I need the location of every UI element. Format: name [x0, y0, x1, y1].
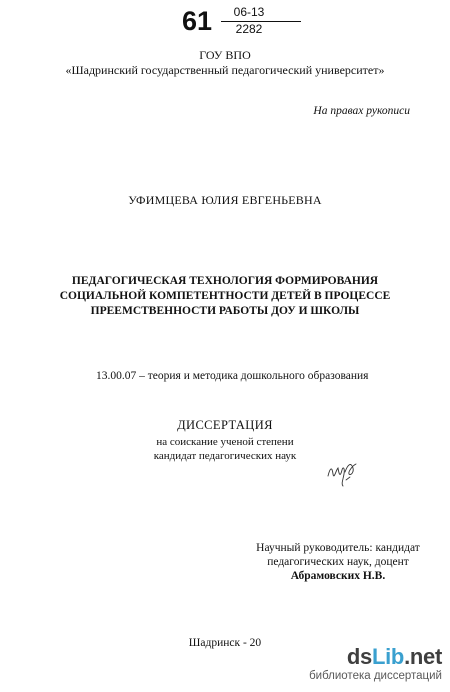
watermark[interactable]: [282, 645, 442, 683]
title-line: СОЦИАЛЬНОЙ КОМПЕТЕНТНОСТИ ДЕТЕЙ В ПРОЦЕССЕ: [59, 290, 391, 302]
organization-name: «Шадринский государственный педагогический университет»: [65, 63, 385, 77]
degree-line-1: на соискание ученой степени: [156, 436, 294, 448]
watermark-subtitle: библиотека диссертаций: [309, 670, 442, 682]
stamp-bottom-code: 2282: [235, 22, 263, 36]
logo-ds: ds: [346, 644, 372, 669]
city-year: Шадринск - 20: [188, 637, 262, 649]
organization-type: ГОУ ВПО: [199, 48, 251, 62]
author-name: УФИМЦЕВА ЮЛИЯ ЕВГЕНЬЕВНА: [128, 193, 322, 207]
dissertation-title: [0, 274, 450, 319]
degree-line-2: кандидат педагогических наук: [153, 450, 297, 462]
title-line: ПРЕЕМСТВЕННОСТИ РАБОТЫ ДОУ И ШКОЛЫ: [90, 305, 360, 317]
supervisor-block: [248, 541, 428, 583]
dissertation-heading: ДИССЕРТАЦИЯ: [177, 418, 273, 432]
supervisor-name: Абрамовских Н.В.: [290, 570, 386, 582]
stamp-top-code: 06-13: [233, 5, 265, 19]
stamp-number: 61: [182, 6, 213, 36]
watermark-logo[interactable]: [282, 645, 442, 669]
rights-note: На правах рукописи: [313, 105, 410, 117]
logo-lib: Lib: [371, 644, 405, 669]
handwritten-signature: [326, 456, 362, 488]
logo-net: .net: [404, 644, 442, 669]
specialty-code: 13.00.07 – теория и методика дошкольного образования: [96, 370, 369, 382]
supervisor-line-1: Научный руководитель: кандидат: [256, 542, 420, 554]
supervisor-line-2: педагогических наук, доцент: [267, 556, 409, 568]
title-line: ПЕДАГОГИЧЕСКАЯ ТЕХНОЛОГИЯ ФОРМИРОВАНИЯ: [71, 275, 379, 287]
